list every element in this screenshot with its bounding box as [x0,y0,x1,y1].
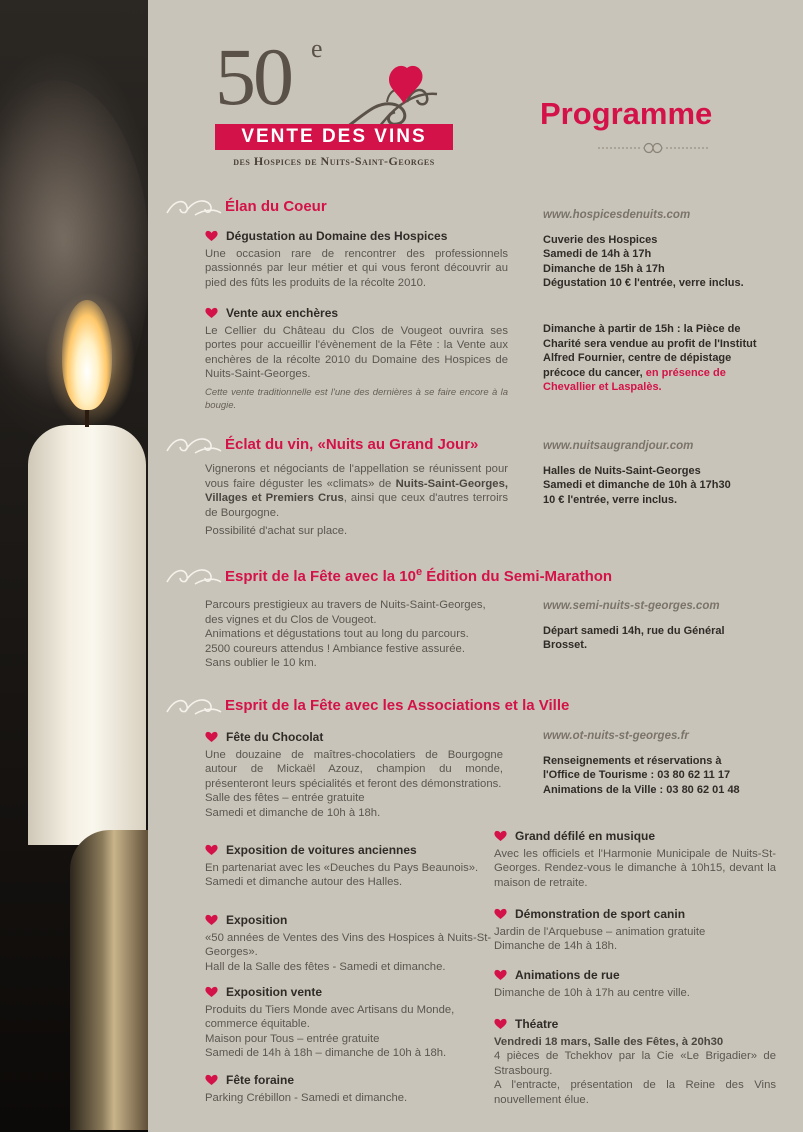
expo-vente-line: Samedi de 14h à 18h – dimanche de 10h à 18h. [205,1047,447,1059]
canin-item [494,907,776,954]
exposition-heading [205,913,503,928]
expo-vente-item [205,985,503,1061]
assoc-info-line: Renseignements et réservations à [543,754,722,767]
heart-icon [205,914,218,926]
rue-item [494,968,776,1000]
exposition-title: Exposition [226,913,288,927]
exposition-line: Hall de la Salle des fêtes - Samedi et dimanche. [205,960,446,973]
rue-heading [494,968,776,983]
eclat-info [543,439,768,507]
voitures-line: Samedi et dimanche autour des Halles. [205,876,403,888]
encheres-note: Cette vente traditionnelle est l'une des dernières à se faire encore à la bougie. [205,386,508,411]
voitures-text: En partenariat avec les «Deuches du Pays Beaunois». [205,861,479,874]
canin-title: Démonstration de sport canin [515,907,686,921]
canin-line: Jardin de l'Arquebuse – animation gratuite [494,925,706,938]
flourish-icon [598,140,708,156]
candle-flame [62,300,112,410]
eclat-text2: Possibilité d'achat sur place. [205,525,348,537]
logo [215,32,460,172]
charity-guests: en présence de Chevallier et Laspalès. [543,366,726,393]
heart-scroll-icon [337,42,467,137]
eclat-url[interactable]: www.nuitsaugrandjour.com [543,440,694,452]
exposition-item [205,913,503,974]
chocolat-title: Fête du Chocolat [226,730,324,744]
charity-text: Dimanche à partir de 15h : la Pièce de Charité sera vendue au profit de l'Institut Alfred Fournier, centre de dépistage précoce du cancer, [543,323,757,379]
swirl-ornament-icon [165,692,223,718]
defile-heading [494,829,776,844]
foraine-title: Fête foraine [226,1073,295,1087]
heart-icon [494,969,507,981]
expo-vente-heading [205,985,503,1000]
encheres-block [205,306,508,412]
elan-info-line: Samedi de 14h à 17h [543,248,652,260]
degustation-heading [205,229,508,244]
foraine-text: Parking Crébillon - Samedi et dimanche. [205,1091,408,1104]
assoc-url[interactable]: www.ot-nuits-st-georges.fr [543,730,689,742]
marathon-line: Parcours prestigieux au travers de Nuits-Saint-Georges, [205,599,486,611]
marathon-info [543,599,753,653]
eclat-block [205,462,508,539]
elan-info-1 [543,208,768,291]
eclat-info-line: 10 € l'entrée, verre inclus. [543,493,678,506]
chocolat-line: Samedi et dimanche de 10h à 18h. [205,806,381,819]
chocolat-line: Salle des fêtes – entrée gratuite [205,792,365,804]
swirl-ornament-icon [165,431,223,457]
elan-info-line: Dégustation 10 € l'entrée, verre inclus. [543,277,744,289]
section-assoc-header [165,692,569,718]
exposition-text: «50 années de Ventes des Vins des Hospices à Nuits-St-Georges». [205,931,492,958]
eclat-info-line: Halles de Nuits-Saint-Georges [543,464,701,477]
swirl-ornament-icon [165,193,223,219]
heart-icon [494,830,507,842]
rue-title: Animations de rue [515,968,620,982]
eclat-text-b: , ainsi que ceux d'autres terroirs de Bourgogne. [205,492,508,519]
canin-line: Dimanche de 14h à 18h. [494,940,618,952]
section-eclat-header [165,431,478,457]
marathon-line: 2500 coureurs attendus ! Ambiance festive assurée. [205,642,465,655]
encheres-heading [205,306,508,321]
logo-superscript: e [311,34,323,63]
assoc-info [543,729,773,797]
voitures-heading [205,843,503,858]
eclat-text-a: Vignerons et négociants de l'appellation se réunissent pour vous faire déguster les «climats» de [205,463,508,490]
elan-info-line: Dimanche de 15h à 17h [543,262,665,275]
theatre-title: Théatre [515,1017,559,1031]
expo-vente-text: Produits du Tiers Monde avec Artisans du Monde, commerce équitable. [205,1003,455,1030]
defile-title: Grand défilé en musique [515,829,656,843]
heart-icon [205,986,218,998]
elan-info-line: Cuverie des Hospices [543,233,658,246]
section-elan-header [165,193,327,219]
section-assoc-title: Esprit de la Fête avec les Associations et la Ville [225,696,570,714]
heart-icon [205,1074,218,1086]
foraine-heading [205,1073,503,1088]
theatre-heading [494,1017,776,1032]
marathon-block [205,598,515,671]
chocolat-item [205,730,503,820]
eclat-text-bold: Nuits-Saint-Georges, Villages et Premiers Crus [205,477,508,504]
logo-number: 50 [215,31,291,122]
heart-icon [205,844,218,856]
assoc-info-line: Animations de la Ville : 03 80 62 01 48 [543,783,740,796]
degustation-title: Dégustation au Domaine des Hospices [226,229,448,243]
heart-icon [205,230,218,242]
assoc-info-line: l'Office de Tourisme : 03 80 62 11 17 [543,769,731,781]
defile-item [494,829,776,890]
chocolat-text: Une douzaine de maîtres-chocolatiers de Bourgogne autour de Mickaël Azouz, champion du monde, présenteront leurs spécialités et feront des démonstrations. [205,748,503,790]
eclat-info-line: Samedi et dimanche de 10h à 17h30 [543,479,731,491]
canin-heading [494,907,776,922]
marathon-line: Animations et dégustations tout au long du parcours. [205,628,469,640]
voitures-item [205,843,503,890]
section-marathon-header [165,562,612,588]
expo-vente-title: Exposition vente [226,985,323,999]
section-elan-title: Élan du Coeur [225,197,327,215]
degustation-text: Une occasion rare de rencontrer des professionnels passionnés par leur métier et qui vous feront découvrir au pied des fûts les produits de la récolte 2010. [205,247,508,289]
heart-icon [205,731,218,743]
section-marathon-title: Esprit de la Fête avec la 10e Édition du Semi-Marathon [225,565,613,585]
defile-text: Avec les officiels et l'Harmonie Municipale de Nuits-St-Georges. Rendez-vous le dimanche à 10h15, devant la maison de retraite. [494,847,776,889]
degustation-block [205,229,508,290]
foraine-item [205,1073,503,1105]
encheres-title: Vente aux enchères [226,306,339,320]
logo-subtitle: des Hospices de Nuits-Saint-Georges [233,154,435,168]
logo-band: VENTE DES VINS [215,124,453,150]
candle-holder [70,830,148,1130]
candle-photo [0,0,148,1132]
encheres-text: Le Cellier du Château du Clos de Vougeot ouvrira ses portes pour accueillir l'évènement de la Fête : la Vente aux enchères de la récolte 2010 du Domaine des Hospices de Nuits-Saint-Georges. [205,324,508,380]
heart-icon [494,908,507,920]
theatre-date: Vendredi 18 mars, Salle des Fêtes, à 20h30 [494,1035,724,1048]
programme-title: Programme [540,96,713,131]
theatre-text2: A l'entracte, présentation de la Reine des Vins nouvellement élue. [494,1079,776,1106]
chocolat-heading [205,730,503,745]
theatre-text: 4 pièces de Tchekhov par la Cie «Le Brigadier» de Strasbourg. [494,1050,776,1077]
heart-icon [205,307,218,319]
marathon-line: Sans oublier le 10 km. [205,657,317,669]
section-eclat-title: Éclat du vin, «Nuits au Grand Jour» [225,435,479,453]
eclat-text [205,462,508,520]
marathon-url[interactable]: www.semi-nuits-st-georges.com [543,600,720,612]
swirl-ornament-icon [165,562,223,588]
voitures-title: Exposition de voitures anciennes [226,843,417,857]
elan-info-2 [543,322,765,395]
heart-icon [494,1018,507,1030]
marathon-info-line: Départ samedi 14h, rue du Général Brosset. [543,624,725,651]
rue-line: Dimanche de 10h à 17h au centre ville. [494,986,690,999]
expo-vente-line: Maison pour Tous – entrée gratuite [205,1032,380,1045]
theatre-item [494,1017,776,1107]
marathon-line: des vignes et du Clos de Vougeot. [205,613,377,626]
candle [28,425,146,845]
elan-url[interactable]: www.hospicesdenuits.com [543,209,691,221]
